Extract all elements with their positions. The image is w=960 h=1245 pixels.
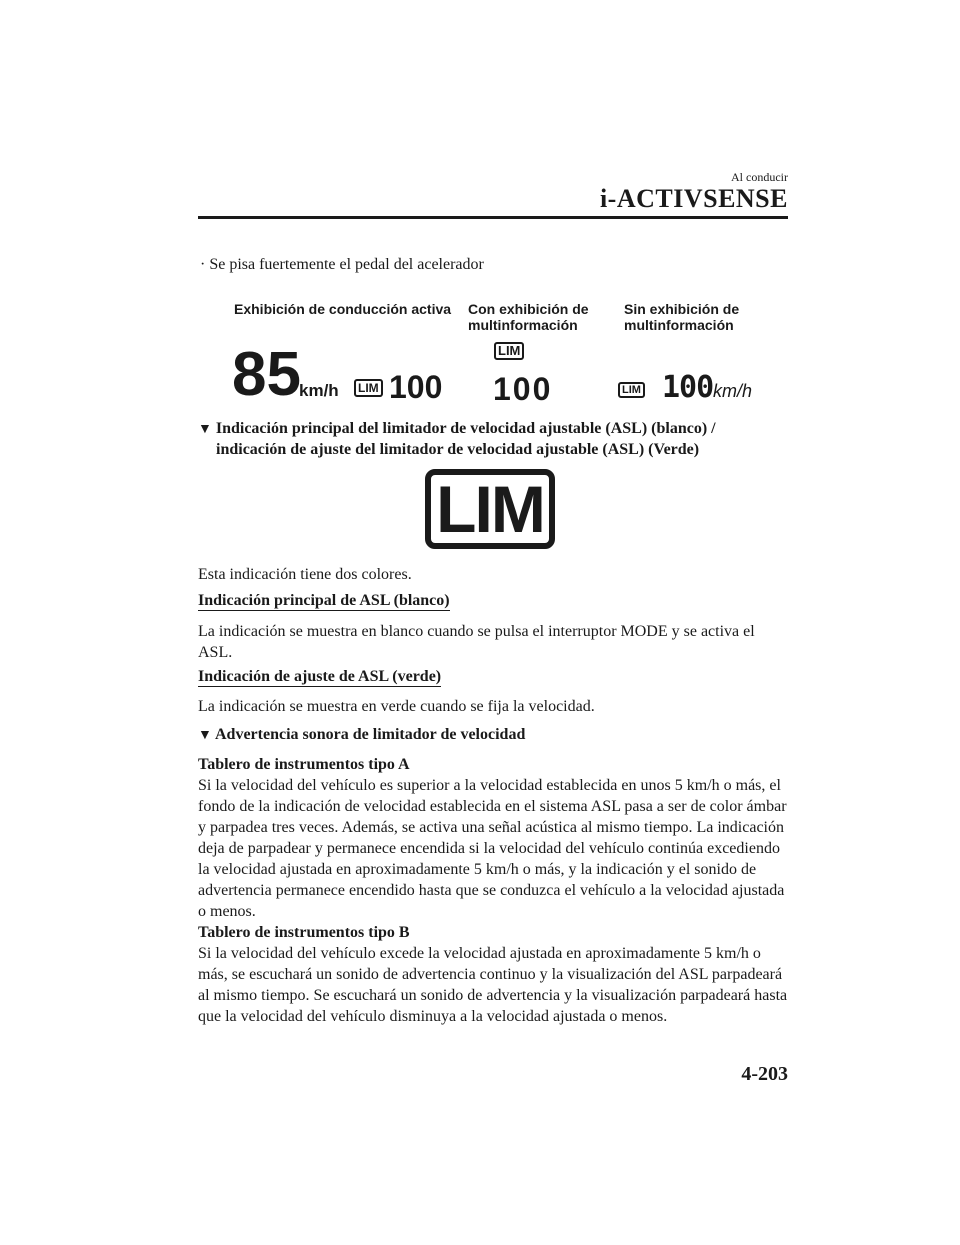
subheading-green: Indicación de ajuste de ASL (verde) <box>198 668 442 685</box>
bullet-text: Se pisa fuertemente el pedal del acelerador <box>209 256 484 273</box>
triangle-down-icon: ▼ <box>198 728 212 743</box>
triangle-down-icon: ▼ <box>198 422 212 437</box>
section-heading-speed-warning: ▼ Advertencia sonora de limitador de velocidad <box>198 726 526 743</box>
set-speed-active: 100 <box>389 369 443 405</box>
page-title: i-ACTIVSENSE <box>599 184 788 213</box>
subheading-white: Indicación principal de ASL (blanco) <box>198 592 450 609</box>
intro-text: Esta indicación tiene dos colores. <box>198 566 412 583</box>
figure-label-with-multi: Con exhibición de multinformación <box>468 301 589 333</box>
bullet-item <box>200 256 484 274</box>
section-heading-asl-indicator-line2: indicación de ajuste del limitador de velocidad ajustable (ASL) (Verde) <box>216 441 700 458</box>
bullet-dot-icon: · <box>200 256 206 273</box>
type-b-title: Tablero de instrumentos tipo B <box>198 924 410 941</box>
header-divider <box>198 216 788 219</box>
figure-label-without-multi: Sin exhibición de multinformación <box>624 301 740 333</box>
type-b-text: Si la velocidad del vehículo excede la velocidad ajustada en aproximadamente 5 km/h o más, se escuchará un sonido de advertencia continuo y la visualización del ASL parpadeará al mismo tiempo. Se escuchará un sonido de advertencia y la visualización parpadeará hasta que la velocidad del vehículo disminuya a la velocidad ajustada o menos. <box>198 945 788 1025</box>
white-indicator-text: La indicación se muestra en blanco cuando se pulsa el interruptor MODE y se activa el ASL. <box>198 623 755 661</box>
green-indicator-text: La indicación se muestra en verde cuando se fija la velocidad. <box>198 698 595 715</box>
lim-icon-multi: LIM <box>494 342 524 360</box>
figure-label-active: Exhibición de conducción activa <box>234 301 452 317</box>
warning-body <box>198 754 788 1027</box>
page-number: 4-203 <box>741 1063 788 1085</box>
lim-icon: LIM <box>354 379 383 397</box>
speed-unit-italic: km/h <box>713 381 753 401</box>
speed-unit: km/h <box>299 381 339 400</box>
set-speed-multi: 100 <box>493 371 553 407</box>
lim-icon-no-multi: LIM <box>618 382 645 398</box>
lim-indicator-icon: LIM <box>425 469 555 549</box>
type-a-text: Si la velocidad del vehículo es superior a la velocidad establecida en unos 5 km/h o más, el fondo de la indicación de velocidad establecida en el sistema ASL pasa a ser de color ámbar y parpadea tres veces. Además, se activa una señal acústica al mismo tiempo. La indicación deja de parpadear y permanece encendida si la velocidad del vehículo continúa excediendo la velocidad ajustada en aproximadamente 5 km/h o más, y la indicación y el sonido de advertencia permanece encendido hasta que se conduzca el vehículo a la velocidad ajustada o menos. <box>198 777 787 920</box>
section-label: Al conducir <box>731 170 788 184</box>
set-speed-segment: 100 <box>662 370 714 405</box>
section-heading-asl-indicator: ▼ Indicación principal del limitador de velocidad ajustable (ASL) (blanco) / <box>198 420 716 437</box>
current-speed: 85 <box>232 340 301 409</box>
type-a-title: Tablero de instrumentos tipo A <box>198 756 410 773</box>
